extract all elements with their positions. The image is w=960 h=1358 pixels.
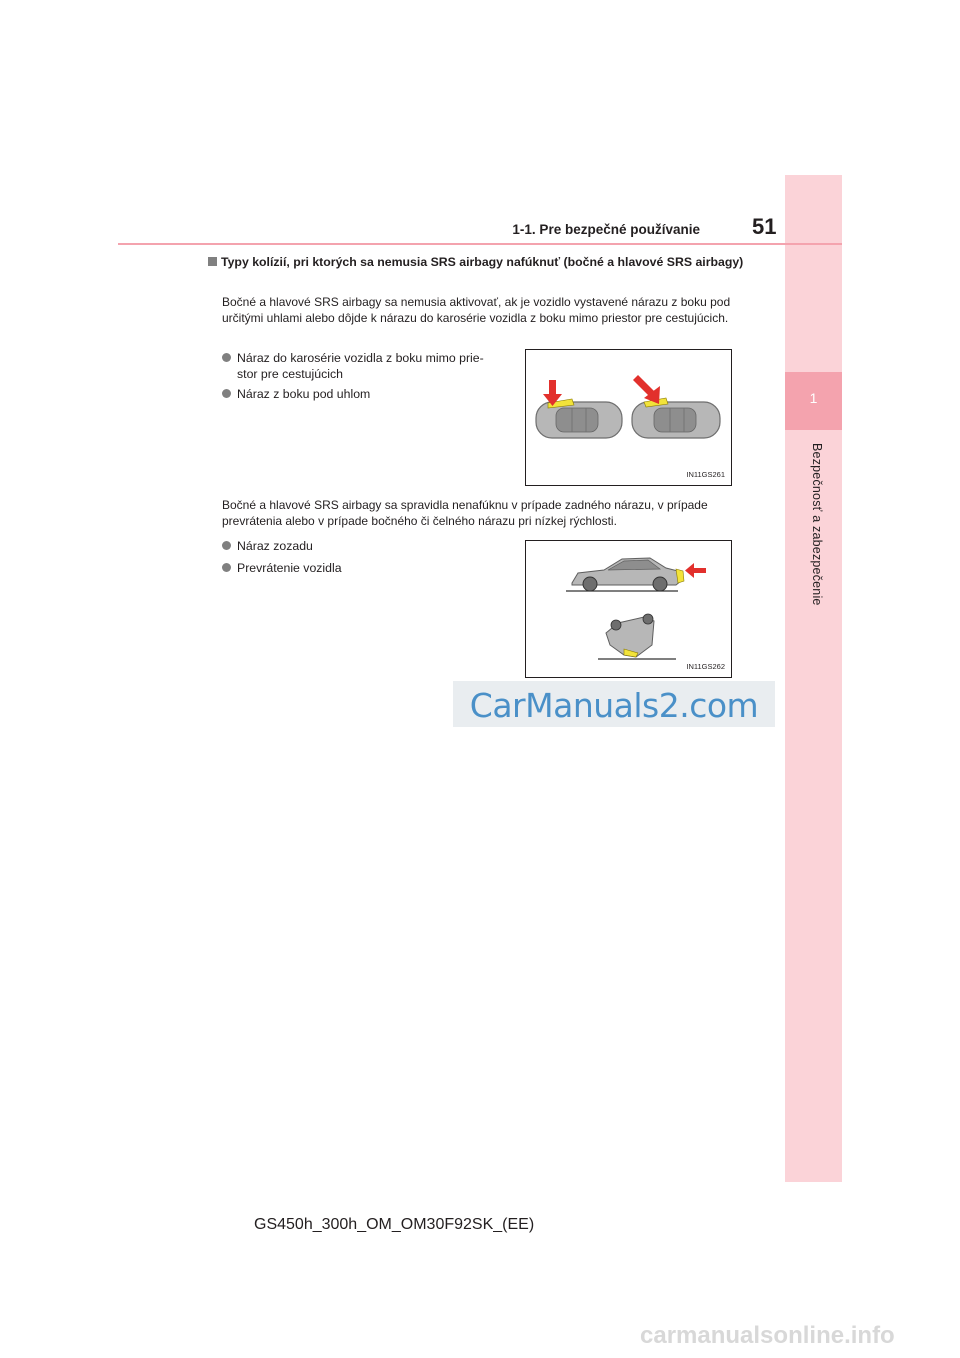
- page-number: 51: [752, 214, 777, 239]
- car-side-view: [566, 558, 684, 591]
- bullet-dot-icon: [222, 389, 231, 398]
- heading-text: Typy kolízií, pri ktorých sa nemusia SRS airbagy nafúknuť (bočné a hlavové SRS airbagy): [221, 255, 744, 269]
- header-divider: [118, 243, 842, 245]
- chapter-number-block: [785, 372, 842, 430]
- watermark-banner: [453, 681, 775, 727]
- watermark-text: CarManuals2.com: [469, 686, 759, 725]
- figure-code: IN11GS261: [686, 470, 725, 479]
- chapter-side-tab: [785, 175, 842, 1182]
- bullet-dot-icon: [222, 541, 231, 550]
- car-rollover: [598, 614, 676, 659]
- list-item: [222, 560, 342, 576]
- figure-side-impact: [525, 349, 732, 486]
- chapter-number: 1: [809, 390, 818, 406]
- impact-arrow-angled: [633, 375, 660, 404]
- figure-rear-impact-rollover: [525, 540, 732, 678]
- paragraph-rear-impact: Bočné a hlavové SRS airbagy sa spravidla nenafúknu v prípade zadného nárazu, v prípade prevrátenia alebo v prípade bočného či čelného nárazu pri nízkej rýchlosti.: [222, 498, 708, 528]
- chapter-title: Bezpečnosť a zabezpečenie: [810, 443, 824, 606]
- site-watermark: carmanualsonline.info: [640, 1322, 895, 1349]
- bullet-text-continued: stor pre cestujúcich: [237, 367, 343, 381]
- list-item: [222, 386, 370, 402]
- section-heading: [208, 255, 753, 270]
- paragraph-side-impact: Bočné a hlavové SRS airbagy sa nemusia aktivovať, ak je vozidlo vystavené nárazu z boku pod určitými uhlami alebo dôjde k nárazu do karosérie vozidla z boku mimo priestor pre cestujúcich.: [222, 295, 731, 325]
- figure-code: IN11GS262: [686, 662, 725, 671]
- bullet-dot-icon: [222, 353, 231, 362]
- bullet-text: Prevrátenie vozidla: [237, 561, 342, 575]
- car-top-view-left: [536, 399, 622, 438]
- bullet-dot-icon: [222, 563, 231, 572]
- list-item: [222, 538, 313, 554]
- section-title: 1-1. Pre bezpečné používanie: [512, 222, 700, 237]
- rear-impact-rollover-illustration: [526, 541, 731, 677]
- bullet-text: Náraz zozadu: [237, 539, 313, 553]
- bullet-text: Náraz z boku pod uhlom: [237, 387, 371, 401]
- cars-top-view-illustration: [526, 350, 731, 485]
- car-top-view-right: [632, 398, 720, 438]
- bullet-text: Náraz do karosérie vozidla z boku mimo prie-: [237, 351, 484, 365]
- footer-document-code: GS450h_300h_OM_OM30F92SK_(EE): [254, 1216, 535, 1233]
- impact-arrow-rear: [685, 563, 706, 578]
- list-item: [222, 350, 512, 382]
- square-bullet-icon: [208, 257, 217, 266]
